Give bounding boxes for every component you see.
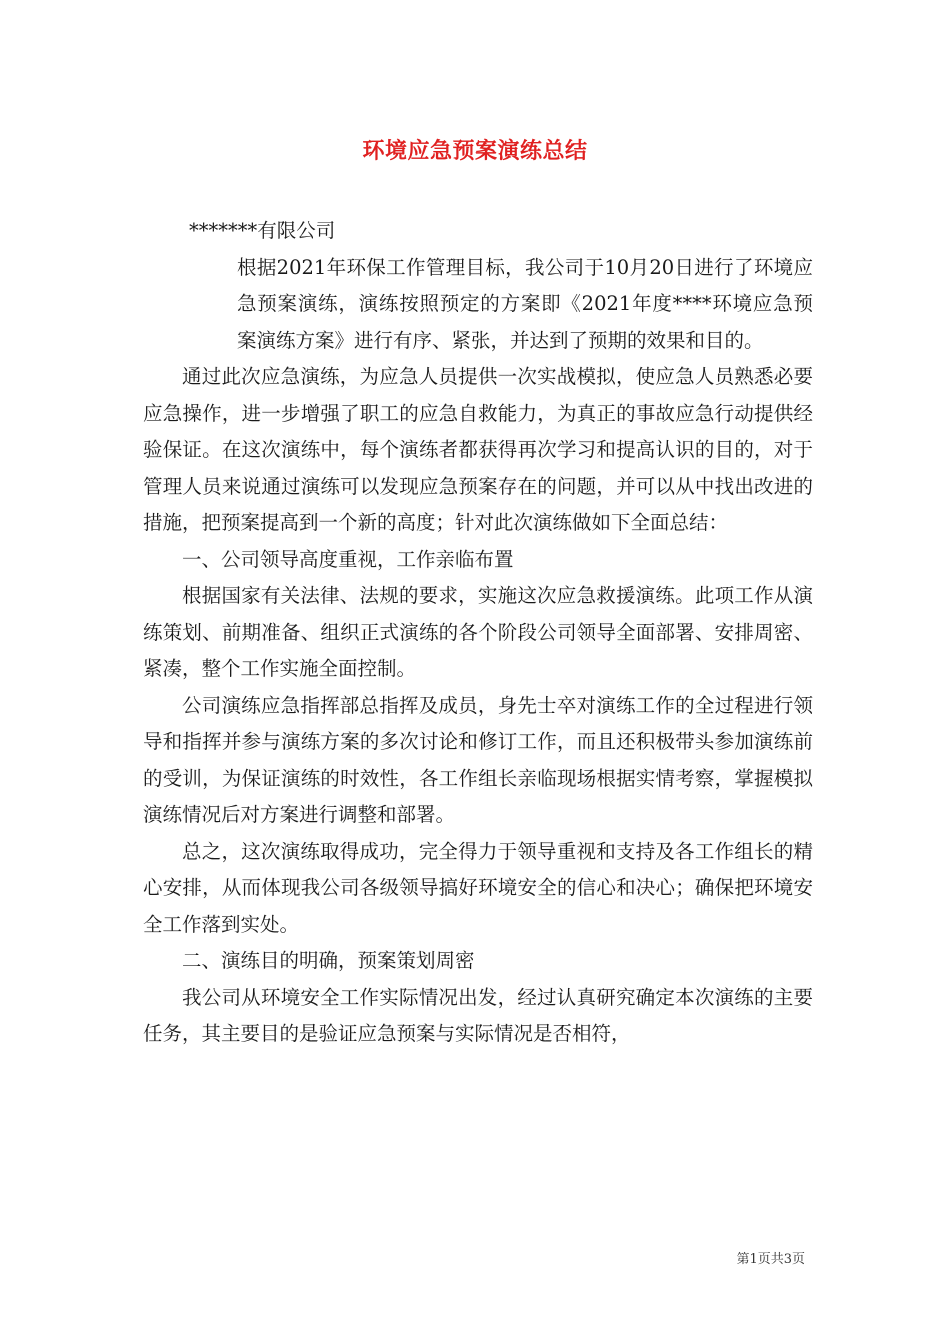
paragraph-conclusion: 总之，这次演练取得成功，完全得力于领导重视和支持及各工作组长的精心安排，从而体现我公司各级领导搞好环境安全的信心和决心；确保把环境安全工作落到实处。 <box>143 839 813 936</box>
company-name: *******有限公司 <box>189 219 336 242</box>
paragraph-legal-basis: 根据国家有关法律、法规的要求，实施这次应急救援演练。此项工作从演练策划、前期准备、组织正式演练的各个阶段公司领导全面部署、安排周密、紧凑，整个工作实施全面控制。 <box>143 584 813 680</box>
document-body <box>143 213 813 1053</box>
document-title: 环境应急预案演练总结 <box>362 138 588 164</box>
section-heading-1: 一、公司领导高度重视，工作亲临布置 <box>182 547 514 571</box>
paragraph-objectives: 我公司从环境安全工作实际情况出发，经过认真研究确定本次演练的主要任务，其主要目的是验证应急预案与实际情况是否相符， <box>143 985 813 1045</box>
section-heading-2: 二、演练目的明确，预案策划周密 <box>182 949 475 972</box>
paragraph-command: 公司演练应急指挥部总指挥及成员，身先士卒对演练工作的全过程进行领导和指挥并参与演练方案的多次讨论和修订工作，而且还积极带头参加演练前的受训，为保证演练的时效性，各工作组长亲临现场根据实情考察，掌握模拟演练情况后对方案进行调整和部署。 <box>143 693 813 826</box>
paragraph-purpose: 通过此次应急演练，为应急人员提供一次实战模拟，使应急人员熟悉必要应急操作，进一步增强了职工的应急自救能力，为真正的事故应急行动提供经验保证。在这次演练中，每个演练者都获得再次学习和提高认识的目的，对于管理人员来说通过演练可以发现应急预案存在的问题，并可以从中找出改进的措施，把预案提高到一个新的高度；针对此次演练做如下全面总结： <box>143 365 813 534</box>
paragraph-intro: 根据2021年环保工作管理目标，我公司于10月20日进行了环境应急预案演练，演练按照预定的方案即《2021年度****环境应急预案演练方案》进行有序、紧张，并达到了预期的效果和目的。 <box>237 255 813 352</box>
page-number: 第1页共3页 <box>736 1252 805 1267</box>
